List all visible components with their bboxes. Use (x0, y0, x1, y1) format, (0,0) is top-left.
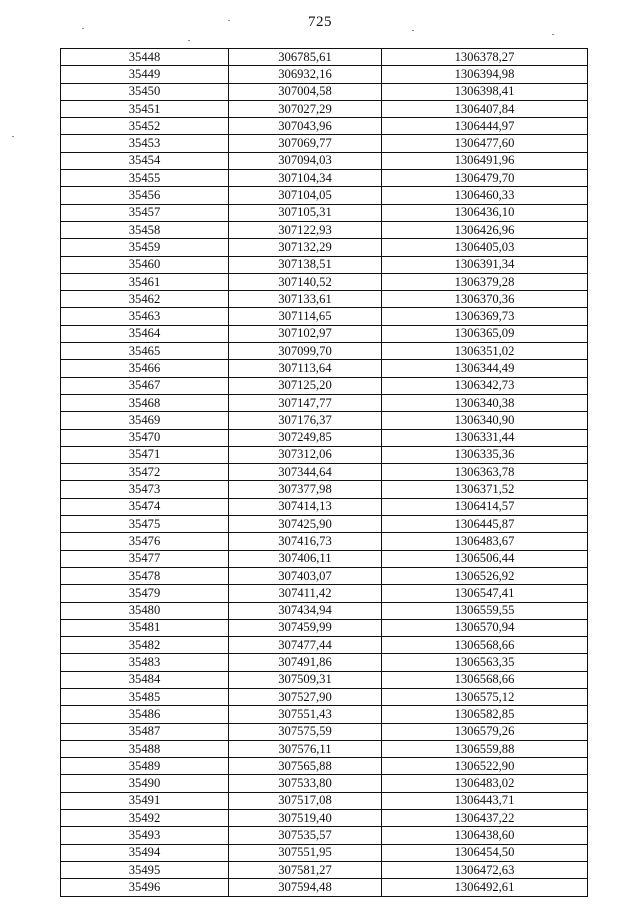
table-row (61, 412, 588, 429)
x-coordinate-cell: 307535,57 (229, 827, 382, 844)
x-coordinate-cell: 307527,90 (229, 688, 382, 705)
y-coordinate-cell: 1306563,35 (382, 654, 588, 671)
y-coordinate-cell: 1306568,66 (382, 637, 588, 654)
x-coordinate-cell: 307104,05 (229, 187, 382, 204)
table-row (61, 637, 588, 654)
table-row (61, 135, 588, 152)
point-number-cell: 35461 (61, 273, 229, 290)
y-coordinate-cell: 1306335,36 (382, 446, 588, 463)
point-number-cell: 35462 (61, 291, 229, 308)
y-coordinate-cell: 1306405,03 (382, 239, 588, 256)
y-coordinate-cell: 1306436,10 (382, 204, 588, 221)
x-coordinate-cell: 307122,93 (229, 221, 382, 238)
x-coordinate-cell: 307517,08 (229, 792, 382, 809)
table-row (61, 827, 588, 844)
x-coordinate-cell: 307509,31 (229, 671, 382, 688)
y-coordinate-cell: 1306371,52 (382, 481, 588, 498)
table-row (61, 273, 588, 290)
table-row (61, 533, 588, 550)
table-row (61, 602, 588, 619)
y-coordinate-cell: 1306331,44 (382, 429, 588, 446)
table-row (61, 325, 588, 342)
page-number: 725 (308, 14, 332, 30)
point-number-cell: 35493 (61, 827, 229, 844)
y-coordinate-cell: 1306479,70 (382, 170, 588, 187)
table-row (61, 775, 588, 792)
y-coordinate-cell: 1306398,41 (382, 83, 588, 100)
x-coordinate-cell: 307312,06 (229, 446, 382, 463)
x-coordinate-cell: 307425,90 (229, 516, 382, 533)
table-row (61, 429, 588, 446)
x-coordinate-cell: 307477,44 (229, 637, 382, 654)
x-coordinate-cell: 307176,37 (229, 412, 382, 429)
y-coordinate-cell: 1306559,88 (382, 740, 588, 757)
y-coordinate-cell: 1306526,92 (382, 567, 588, 584)
x-coordinate-cell: 307459,99 (229, 619, 382, 636)
y-coordinate-cell: 1306492,61 (382, 879, 588, 896)
x-coordinate-cell: 307575,59 (229, 723, 382, 740)
table-row (61, 360, 588, 377)
x-coordinate-cell: 307132,29 (229, 239, 382, 256)
y-coordinate-cell: 1306491,96 (382, 152, 588, 169)
table-row (61, 619, 588, 636)
table-row (61, 170, 588, 187)
x-coordinate-cell: 307113,64 (229, 360, 382, 377)
x-coordinate-cell: 307104,34 (229, 170, 382, 187)
table-row (61, 758, 588, 775)
table-row (61, 671, 588, 688)
x-coordinate-cell: 307138,51 (229, 256, 382, 273)
table-row (61, 377, 588, 394)
table-row (61, 879, 588, 896)
x-coordinate-cell: 307406,11 (229, 550, 382, 567)
point-number-cell: 35473 (61, 481, 229, 498)
x-coordinate-cell: 307403,07 (229, 567, 382, 584)
x-coordinate-cell: 307491,86 (229, 654, 382, 671)
x-coordinate-cell: 307519,40 (229, 810, 382, 827)
scan-speck (82, 28, 84, 29)
point-number-cell: 35459 (61, 239, 229, 256)
point-number-cell: 35471 (61, 446, 229, 463)
point-number-cell: 35494 (61, 844, 229, 861)
table-row (61, 308, 588, 325)
point-number-cell: 35464 (61, 325, 229, 342)
table-row (61, 291, 588, 308)
x-coordinate-cell: 307594,48 (229, 879, 382, 896)
table-row (61, 343, 588, 360)
table-row (61, 256, 588, 273)
y-coordinate-cell: 1306340,38 (382, 394, 588, 411)
x-coordinate-cell: 307043,96 (229, 118, 382, 135)
y-coordinate-cell: 1306370,36 (382, 291, 588, 308)
x-coordinate-cell: 307551,95 (229, 844, 382, 861)
point-number-cell: 35448 (61, 49, 229, 66)
y-coordinate-cell: 1306582,85 (382, 706, 588, 723)
point-number-cell: 35480 (61, 602, 229, 619)
x-coordinate-cell: 307551,43 (229, 706, 382, 723)
table-row (61, 66, 588, 83)
point-number-cell: 35465 (61, 343, 229, 360)
point-number-cell: 35476 (61, 533, 229, 550)
y-coordinate-cell: 1306483,02 (382, 775, 588, 792)
point-number-cell: 35468 (61, 394, 229, 411)
y-coordinate-cell: 1306522,90 (382, 758, 588, 775)
x-coordinate-cell: 307147,77 (229, 394, 382, 411)
table-row (61, 585, 588, 602)
point-number-cell: 35467 (61, 377, 229, 394)
x-coordinate-cell: 307140,52 (229, 273, 382, 290)
point-number-cell: 35457 (61, 204, 229, 221)
y-coordinate-cell: 1306559,55 (382, 602, 588, 619)
x-coordinate-cell: 307114,65 (229, 308, 382, 325)
table-row (61, 740, 588, 757)
table-body (61, 49, 588, 897)
x-coordinate-cell: 307099,70 (229, 343, 382, 360)
coordinates-table-wrapper (60, 48, 587, 897)
y-coordinate-cell: 1306483,67 (382, 533, 588, 550)
point-number-cell: 35478 (61, 567, 229, 584)
point-number-cell: 35486 (61, 706, 229, 723)
table-row (61, 83, 588, 100)
y-coordinate-cell: 1306443,71 (382, 792, 588, 809)
table-row (61, 464, 588, 481)
x-coordinate-cell: 307125,20 (229, 377, 382, 394)
table-row (61, 221, 588, 238)
scan-speck (552, 34, 554, 35)
y-coordinate-cell: 1306437,22 (382, 810, 588, 827)
point-number-cell: 35496 (61, 879, 229, 896)
point-number-cell: 35453 (61, 135, 229, 152)
point-number-cell: 35474 (61, 498, 229, 515)
table-row (61, 239, 588, 256)
point-number-cell: 35469 (61, 412, 229, 429)
x-coordinate-cell: 307344,64 (229, 464, 382, 481)
table-row (61, 844, 588, 861)
scan-speck (12, 136, 14, 137)
x-coordinate-cell: 306785,61 (229, 49, 382, 66)
point-number-cell: 35481 (61, 619, 229, 636)
x-coordinate-cell: 307377,98 (229, 481, 382, 498)
x-coordinate-cell: 307414,13 (229, 498, 382, 515)
y-coordinate-cell: 1306579,26 (382, 723, 588, 740)
y-coordinate-cell: 1306378,27 (382, 49, 588, 66)
point-number-cell: 35482 (61, 637, 229, 654)
point-number-cell: 35479 (61, 585, 229, 602)
x-coordinate-cell: 307102,97 (229, 325, 382, 342)
x-coordinate-cell: 307105,31 (229, 204, 382, 221)
point-number-cell: 35495 (61, 861, 229, 878)
point-number-cell: 35449 (61, 66, 229, 83)
y-coordinate-cell: 1306472,63 (382, 861, 588, 878)
table-row (61, 654, 588, 671)
y-coordinate-cell: 1306365,09 (382, 325, 588, 342)
x-coordinate-cell: 307411,42 (229, 585, 382, 602)
x-coordinate-cell: 306932,16 (229, 66, 382, 83)
table-row (61, 810, 588, 827)
table-row (61, 567, 588, 584)
table-row (61, 861, 588, 878)
scan-speck (228, 20, 230, 21)
y-coordinate-cell: 1306477,60 (382, 135, 588, 152)
point-number-cell: 35463 (61, 308, 229, 325)
y-coordinate-cell: 1306391,34 (382, 256, 588, 273)
table-row (61, 688, 588, 705)
y-coordinate-cell: 1306344,49 (382, 360, 588, 377)
y-coordinate-cell: 1306568,66 (382, 671, 588, 688)
table-row (61, 49, 588, 66)
table-row (61, 446, 588, 463)
y-coordinate-cell: 1306506,44 (382, 550, 588, 567)
y-coordinate-cell: 1306426,96 (382, 221, 588, 238)
table-row (61, 100, 588, 117)
y-coordinate-cell: 1306363,78 (382, 464, 588, 481)
table-row (61, 706, 588, 723)
point-number-cell: 35475 (61, 516, 229, 533)
y-coordinate-cell: 1306414,57 (382, 498, 588, 515)
table-row (61, 481, 588, 498)
point-number-cell: 35488 (61, 740, 229, 757)
x-coordinate-cell: 307434,94 (229, 602, 382, 619)
x-coordinate-cell: 307533,80 (229, 775, 382, 792)
coordinates-table (60, 48, 588, 897)
table-row (61, 204, 588, 221)
x-coordinate-cell: 307133,61 (229, 291, 382, 308)
scan-speck (412, 30, 414, 31)
y-coordinate-cell: 1306444,97 (382, 118, 588, 135)
y-coordinate-cell: 1306454,50 (382, 844, 588, 861)
point-number-cell: 35489 (61, 758, 229, 775)
point-number-cell: 35451 (61, 100, 229, 117)
scan-speck (188, 40, 190, 41)
y-coordinate-cell: 1306438,60 (382, 827, 588, 844)
x-coordinate-cell: 307094,03 (229, 152, 382, 169)
point-number-cell: 35460 (61, 256, 229, 273)
x-coordinate-cell: 307581,27 (229, 861, 382, 878)
point-number-cell: 35492 (61, 810, 229, 827)
y-coordinate-cell: 1306379,28 (382, 273, 588, 290)
point-number-cell: 35483 (61, 654, 229, 671)
x-coordinate-cell: 307069,77 (229, 135, 382, 152)
point-number-cell: 35452 (61, 118, 229, 135)
table-row (61, 516, 588, 533)
y-coordinate-cell: 1306407,84 (382, 100, 588, 117)
point-number-cell: 35458 (61, 221, 229, 238)
y-coordinate-cell: 1306445,87 (382, 516, 588, 533)
y-coordinate-cell: 1306575,12 (382, 688, 588, 705)
table-row (61, 187, 588, 204)
point-number-cell: 35477 (61, 550, 229, 567)
table-row (61, 118, 588, 135)
y-coordinate-cell: 1306460,33 (382, 187, 588, 204)
point-number-cell: 35491 (61, 792, 229, 809)
x-coordinate-cell: 307004,58 (229, 83, 382, 100)
y-coordinate-cell: 1306570,94 (382, 619, 588, 636)
point-number-cell: 35454 (61, 152, 229, 169)
point-number-cell: 35455 (61, 170, 229, 187)
point-number-cell: 35456 (61, 187, 229, 204)
table-row (61, 498, 588, 515)
table-row (61, 550, 588, 567)
point-number-cell: 35450 (61, 83, 229, 100)
table-row (61, 792, 588, 809)
point-number-cell: 35487 (61, 723, 229, 740)
x-coordinate-cell: 307249,85 (229, 429, 382, 446)
y-coordinate-cell: 1306340,90 (382, 412, 588, 429)
y-coordinate-cell: 1306394,98 (382, 66, 588, 83)
x-coordinate-cell: 307416,73 (229, 533, 382, 550)
table-row (61, 152, 588, 169)
point-number-cell: 35470 (61, 429, 229, 446)
y-coordinate-cell: 1306351,02 (382, 343, 588, 360)
y-coordinate-cell: 1306547,41 (382, 585, 588, 602)
x-coordinate-cell: 307027,29 (229, 100, 382, 117)
x-coordinate-cell: 307565,88 (229, 758, 382, 775)
point-number-cell: 35485 (61, 688, 229, 705)
y-coordinate-cell: 1306369,73 (382, 308, 588, 325)
point-number-cell: 35484 (61, 671, 229, 688)
y-coordinate-cell: 1306342,73 (382, 377, 588, 394)
table-row (61, 394, 588, 411)
point-number-cell: 35490 (61, 775, 229, 792)
point-number-cell: 35472 (61, 464, 229, 481)
x-coordinate-cell: 307576,11 (229, 740, 382, 757)
point-number-cell: 35466 (61, 360, 229, 377)
table-row (61, 723, 588, 740)
